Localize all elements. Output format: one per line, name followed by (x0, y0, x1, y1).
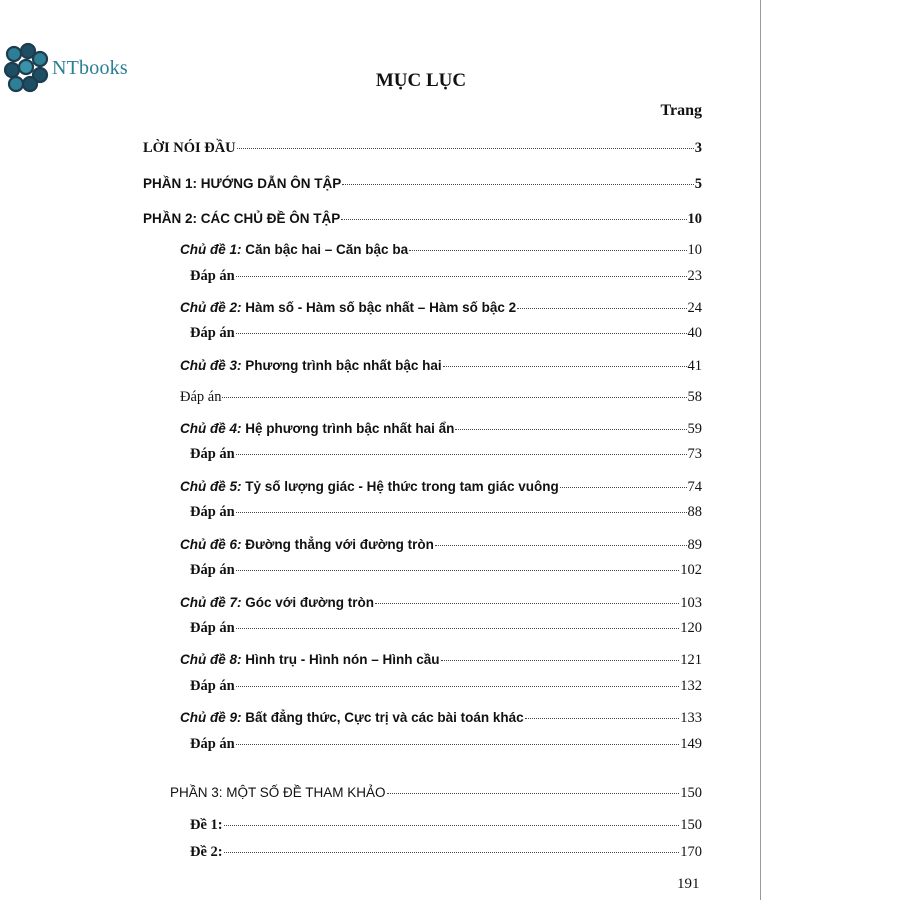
toc-entry-label: Căn bậc hai – Căn bậc ba (241, 242, 409, 257)
toc-entry-page: 120 (680, 620, 702, 636)
toc-entry-page: 40 (687, 325, 702, 341)
toc-entry-page: 170 (680, 844, 702, 860)
toc-entry-page: 132 (680, 678, 702, 694)
toc-entry-label: Đề 2: (190, 844, 223, 860)
toc-entry-label: Bất đẳng thức, Cực trị và các bài toán khác (241, 710, 524, 725)
dot-leader (375, 603, 679, 604)
topic-prefix: Chủ đề 7: (180, 595, 242, 610)
toc-entry-page: 74 (687, 479, 702, 495)
toc-entry-label: Đáp án (190, 446, 235, 462)
dot-leader (441, 660, 680, 661)
toc-entry-page: 58 (687, 389, 702, 405)
toc-entry-topic-3[interactable] (180, 358, 702, 378)
dot-leader (517, 308, 686, 309)
toc-entry-page: 3 (694, 140, 702, 156)
toc-entry-answers-2[interactable] (190, 325, 702, 345)
toc-entry-label: Đáp án (190, 325, 235, 341)
logo-text: NTbooks (52, 56, 128, 79)
toc-entry-answers-7[interactable] (190, 620, 702, 640)
toc-entry-topic-2[interactable] (180, 300, 702, 320)
dot-leader (236, 512, 687, 513)
toc-entry-part-2[interactable] (143, 211, 702, 231)
dot-leader (236, 276, 687, 277)
toc-entry-label: Đề 1: (190, 817, 223, 833)
toc-entry-label: Đường thẳng với đường tròn (241, 537, 434, 552)
toc-entry-topic-9[interactable] (180, 710, 702, 730)
toc-entry-label: Góc với đường tròn (241, 595, 374, 610)
toc-entry-topic-7[interactable] (180, 595, 702, 615)
toc-entry-page: 10 (687, 211, 702, 227)
dot-leader (342, 184, 694, 185)
toc-entry-topic-1[interactable] (180, 242, 702, 262)
toc-entry-page: 121 (680, 652, 702, 668)
toc-entry-page: 5 (694, 176, 702, 192)
dot-leader (236, 686, 680, 687)
toc-entry-page: 10 (687, 242, 702, 258)
dot-leader (236, 570, 680, 571)
toc-entry-label: LỜI NÓI ĐẦU (143, 140, 236, 156)
dot-leader (237, 148, 694, 149)
topic-prefix: Chủ đề 9: (180, 710, 242, 725)
dot-leader (224, 852, 680, 853)
toc-entry-page: 41 (687, 358, 702, 374)
toc-entry-page: 149 (680, 736, 702, 752)
dot-leader (222, 397, 686, 398)
topic-prefix: Chủ đề 5: (180, 479, 242, 494)
toc-entry-label: PHẦN 3: MỘT SỐ ĐỀ THAM KHẢO (170, 785, 386, 800)
page-column-header: Trang (660, 102, 702, 119)
toc-entry-label: Đáp án (180, 389, 222, 405)
toc-entry-answers-1[interactable] (190, 268, 702, 288)
toc-entry-answers-6[interactable] (190, 562, 702, 582)
toc-entry-label: Phương trình bậc nhất bậc hai (241, 358, 442, 373)
topic-prefix: Chủ đề 1: (180, 242, 242, 257)
toc-entry-label: PHẦN 2: CÁC CHỦ ĐỀ ÔN TẬP (143, 211, 341, 226)
toc-entry-page: 102 (680, 562, 702, 578)
dot-leader (443, 366, 687, 367)
toc-entry-topic-4[interactable] (180, 421, 702, 441)
toc-entry-page: 59 (687, 421, 702, 437)
toc-entry-page: 24 (687, 300, 702, 316)
dot-leader (224, 825, 680, 826)
toc-entry-page: 150 (680, 817, 702, 833)
toc-entry-topic-5[interactable] (180, 479, 702, 499)
topic-prefix: Chủ đề 6: (180, 537, 242, 552)
toc-entry-label: Hệ phương trình bậc nhất hai ẩn (241, 421, 455, 436)
toc-entry-topic-6[interactable] (180, 537, 702, 557)
page-edge-divider (760, 0, 761, 900)
dot-leader (341, 219, 686, 220)
dot-leader (236, 744, 680, 745)
topic-prefix: Chủ đề 8: (180, 652, 242, 667)
toc-entry-label: Tỷ số lượng giác - Hệ thức trong tam giác vuông (241, 479, 559, 494)
document-title: MỤC LỤC (375, 70, 467, 91)
dot-leader (236, 333, 687, 334)
toc-entry-exam-2[interactable] (190, 844, 702, 864)
toc-entry-label: Đáp án (190, 562, 235, 578)
toc-entry-label: Đáp án (190, 736, 235, 752)
toc-entry-topic-8[interactable] (180, 652, 702, 672)
toc-entry-answers-3[interactable] (180, 389, 702, 409)
toc-entry-answers-5[interactable] (190, 504, 702, 524)
page-number: 191 (677, 876, 700, 892)
toc-entry-label: PHẦN 1: HƯỚNG DẪN ÔN TẬP (143, 176, 342, 191)
topic-prefix: Chủ đề 4: (180, 421, 242, 436)
toc-entry-page: 133 (680, 710, 702, 726)
dot-leader (525, 718, 680, 719)
toc-entry-page: 73 (687, 446, 702, 462)
toc-entry-part-1[interactable] (143, 176, 702, 196)
toc-entry-label: Đáp án (190, 268, 235, 284)
topic-prefix: Chủ đề 2: (180, 300, 242, 315)
dot-leader (435, 545, 687, 546)
toc-entry-part-3[interactable] (170, 785, 702, 805)
toc-entry-page: 88 (687, 504, 702, 520)
toc-entry-label: Đáp án (190, 620, 235, 636)
toc-entry-label: Đáp án (190, 678, 235, 694)
toc-entry-exam-1[interactable] (190, 817, 702, 837)
dot-leader (560, 487, 687, 488)
toc-entry-page: 150 (680, 785, 702, 801)
dot-leader (455, 429, 686, 430)
toc-entry-page: 103 (680, 595, 702, 611)
toc-entry-label: Đáp án (190, 504, 235, 520)
toc-entry-page: 89 (687, 537, 702, 553)
dot-leader (409, 250, 686, 251)
topic-prefix: Chủ đề 3: (180, 358, 242, 373)
toc-entry-answers-8[interactable] (190, 678, 702, 698)
dot-leader (387, 793, 680, 794)
toc-entry-answers-9[interactable] (190, 736, 702, 756)
toc-entry-answers-4[interactable] (190, 446, 702, 466)
toc-entry-page: 23 (687, 268, 702, 284)
dot-leader (236, 628, 680, 629)
dot-leader (236, 454, 687, 455)
toc-entry-foreword[interactable] (143, 140, 702, 160)
toc-entry-label: Hình trụ - Hình nón – Hình cầu (241, 652, 440, 667)
toc-entry-label: Hàm số - Hàm số bậc nhất – Hàm số bậc 2 (241, 300, 517, 315)
